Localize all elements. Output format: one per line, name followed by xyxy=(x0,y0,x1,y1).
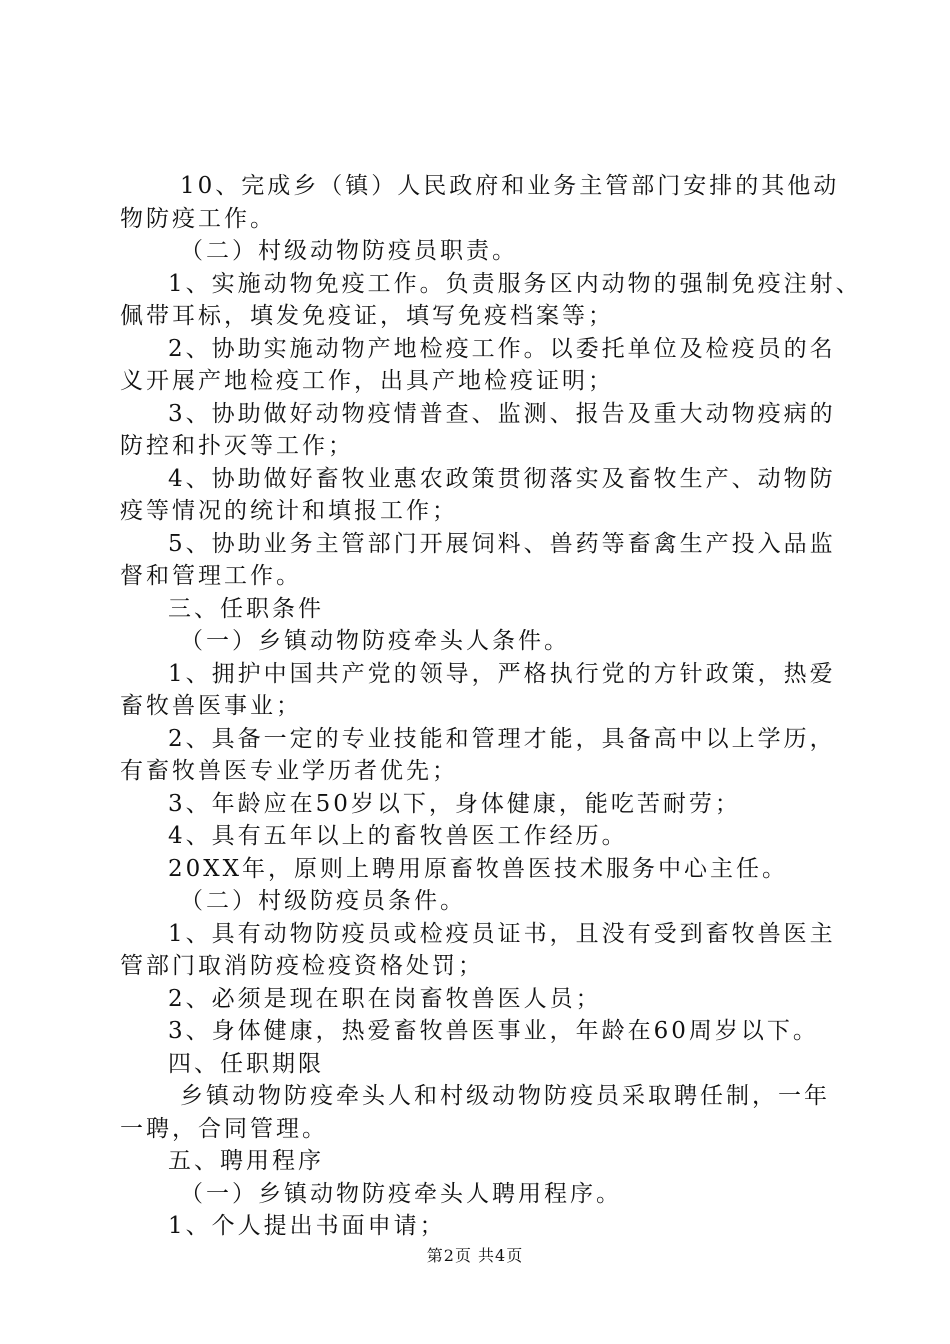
text-line: 物防疫工作。 xyxy=(120,205,276,232)
text-line: 1、拥护中国共产党的领导，严格执行党的方针政策，热爱 xyxy=(168,660,836,687)
page-indicator: 第2页 共4页 xyxy=(426,1246,524,1265)
text-line: 疫等情况的统计和填报工作； xyxy=(120,498,458,524)
subsection-heading: （一）乡镇动物防疫牵头人条件。 xyxy=(180,628,570,654)
text-line: 3、协助做好动物疫情普查、监测、报告及重大动物疫病的 xyxy=(168,400,836,427)
text-line: 督和管理工作。 xyxy=(120,563,302,589)
text-line: 4、具有五年以上的畜牧兽医工作经历。 xyxy=(168,823,628,849)
subsection-heading: （二）村级防疫员条件。 xyxy=(180,888,466,914)
text-line: 1、实施动物免疫工作。负责服务区内动物的强制免疫注射、 xyxy=(168,270,862,297)
document-body xyxy=(120,170,862,1243)
text-line: 10、完成乡（镇）人民政府和业务主管部门安排的其他动 xyxy=(180,173,840,199)
text-line: 2、必须是现在职在岗畜牧兽医人员； xyxy=(168,985,602,1012)
text-line: 佩带耳标，填发免疫证，填写免疫档案等； xyxy=(120,303,614,329)
section-heading: 三、任职条件 xyxy=(168,595,324,622)
text-line: 3、身体健康，热爱畜牧兽医事业，年龄在60周岁以下。 xyxy=(168,1018,819,1044)
subsection-heading: （一）乡镇动物防疫牵头人聘用程序。 xyxy=(180,1180,622,1207)
text-line: 一聘，合同管理。 xyxy=(120,1115,328,1142)
text-line: 2、具备一定的专业技能和管理才能，具备高中以上学历， xyxy=(168,725,836,752)
text-line: 1、具有动物防疫员或检疫员证书，且没有受到畜牧兽医主 xyxy=(168,920,836,947)
text-line: 1、个人提出书面申请； xyxy=(168,1213,446,1239)
section-heading: 五、聘用程序 xyxy=(168,1148,324,1174)
text-line: 管部门取消防疫检疫资格处罚； xyxy=(120,953,484,979)
text-line: 2、协助实施动物产地检疫工作。以委托单位及检疫员的名 xyxy=(168,335,836,362)
text-line: 20XX年，原则上聘用原畜牧兽医技术服务中心主任。 xyxy=(168,855,789,882)
text-line: 义开展产地检疫工作，出具产地检疫证明； xyxy=(120,368,614,394)
text-line: 5、协助业务主管部门开展饲料、兽药等畜禽生产投入品监 xyxy=(168,530,836,557)
text-line: 畜牧兽医事业； xyxy=(120,693,302,719)
text-line: 4、协助做好畜牧业惠农政策贯彻落实及畜牧生产、动物防 xyxy=(168,465,836,492)
text-line: （二）村级动物防疫员职责。 xyxy=(180,238,518,264)
text-line: 3、年龄应在50岁以下，身体健康，能吃苦耐劳； xyxy=(168,790,741,817)
text-line: 有畜牧兽医专业学历者优先； xyxy=(120,758,458,784)
text-line: 乡镇动物防疫牵头人和村级动物防疫员采取聘任制，一年 xyxy=(180,1083,830,1109)
text-line: 防控和扑灭等工作； xyxy=(120,433,354,459)
section-heading: 四、任职期限 xyxy=(168,1050,324,1077)
